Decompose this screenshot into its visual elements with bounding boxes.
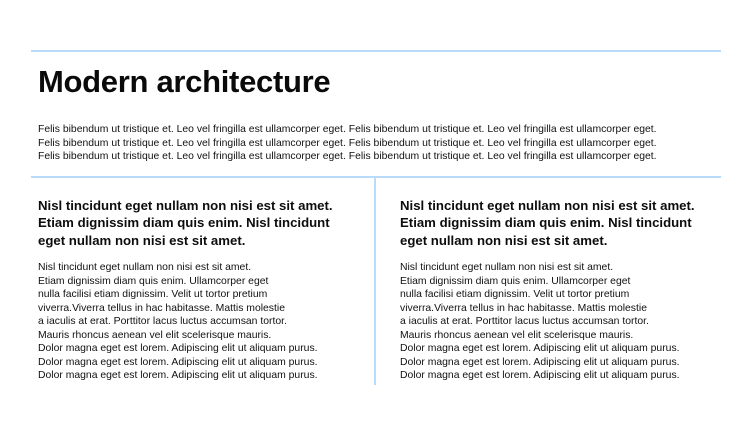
- heading-line: Etiam dignissim diam quis enim. Nisl tincidunt: [38, 215, 330, 231]
- body-line: Mauris rhoncus aenean vel elit scelerisque mauris.: [38, 329, 272, 341]
- body-line: Dolor magna eget est lorem. Adipiscing elit ut aliquam purus.: [38, 370, 318, 382]
- body-line: nulla facilisi etiam dignissim. Velit ut tortor pretium: [400, 289, 630, 301]
- heading-line: Nisl tincidunt eget nullam non nisi est sit amet.: [400, 198, 695, 213]
- body-line: viverra.Viverra tellus in hac habitasse. Mattis molestie: [400, 302, 647, 314]
- top-rule: [31, 50, 721, 52]
- column-body: [38, 261, 358, 383]
- column-body: [400, 261, 720, 383]
- body-line: a iaculis at erat. Porttitor lacus luctus accumsan tortor.: [38, 316, 287, 328]
- body-line: viverra.Viverra tellus in hac habitasse. Mattis molestie: [38, 302, 285, 314]
- body-line: Dolor magna eget est lorem. Adipiscing elit ut aliquam purus.: [38, 356, 318, 368]
- heading-line: eget nullam non nisi est sit amet.: [38, 232, 246, 248]
- heading-line: Nisl tincidunt eget nullam non nisi est sit amet.: [38, 198, 333, 213]
- column-heading: [38, 197, 358, 249]
- intro-line: Felis bibendum ut tristique et. Leo vel fringilla est ullamcorper eget. Felis bibendum ut tristique et. Leo vel fringilla est ullamcorper eget.: [38, 151, 657, 162]
- intro-line: Felis bibendum ut tristique et. Leo vel fringilla est ullamcorper eget. Felis bibendum ut tristique et. Leo vel fringilla est ullamcorper eget.: [38, 137, 657, 149]
- intro-line: Felis bibendum ut tristique et. Leo vel fringilla est ullamcorper eget. Felis bibendum ut tristique et. Leo vel fringilla est ullamcorper eget.: [38, 124, 657, 135]
- body-line: Etiam dignissim diam quis enim. Ullamcorper eget: [400, 275, 631, 287]
- intro-paragraph: [38, 123, 657, 164]
- body-line: Nisl tincidunt eget nullam non nisi est sit amet.: [38, 262, 252, 274]
- body-line: Dolor magna eget est lorem. Adipiscing elit ut aliquam purus.: [400, 356, 680, 368]
- body-line: Dolor magna eget est lorem. Adipiscing elit ut aliquam purus.: [38, 343, 318, 355]
- heading-line: eget nullam non nisi est sit amet.: [400, 232, 608, 248]
- column-divider: [374, 177, 376, 385]
- body-line: Mauris rhoncus aenean vel elit scelerisque mauris.: [400, 329, 634, 341]
- section-rule: [31, 176, 721, 178]
- right-column: [400, 197, 720, 383]
- body-line: Etiam dignissim diam quis enim. Ullamcorper eget: [38, 275, 269, 287]
- left-column: [38, 197, 358, 383]
- page-title: Modern architecture: [38, 64, 331, 99]
- body-line: a iaculis at erat. Porttitor lacus luctus accumsan tortor.: [400, 316, 649, 328]
- body-line: nulla facilisi etiam dignissim. Velit ut tortor pretium: [38, 289, 268, 301]
- body-line: Dolor magna eget est lorem. Adipiscing elit ut aliquam purus.: [400, 370, 680, 382]
- body-line: Dolor magna eget est lorem. Adipiscing elit ut aliquam purus.: [400, 343, 680, 355]
- body-line: Nisl tincidunt eget nullam non nisi est sit amet.: [400, 262, 614, 274]
- heading-line: Etiam dignissim diam quis enim. Nisl tincidunt: [400, 215, 692, 231]
- column-heading: [400, 197, 720, 249]
